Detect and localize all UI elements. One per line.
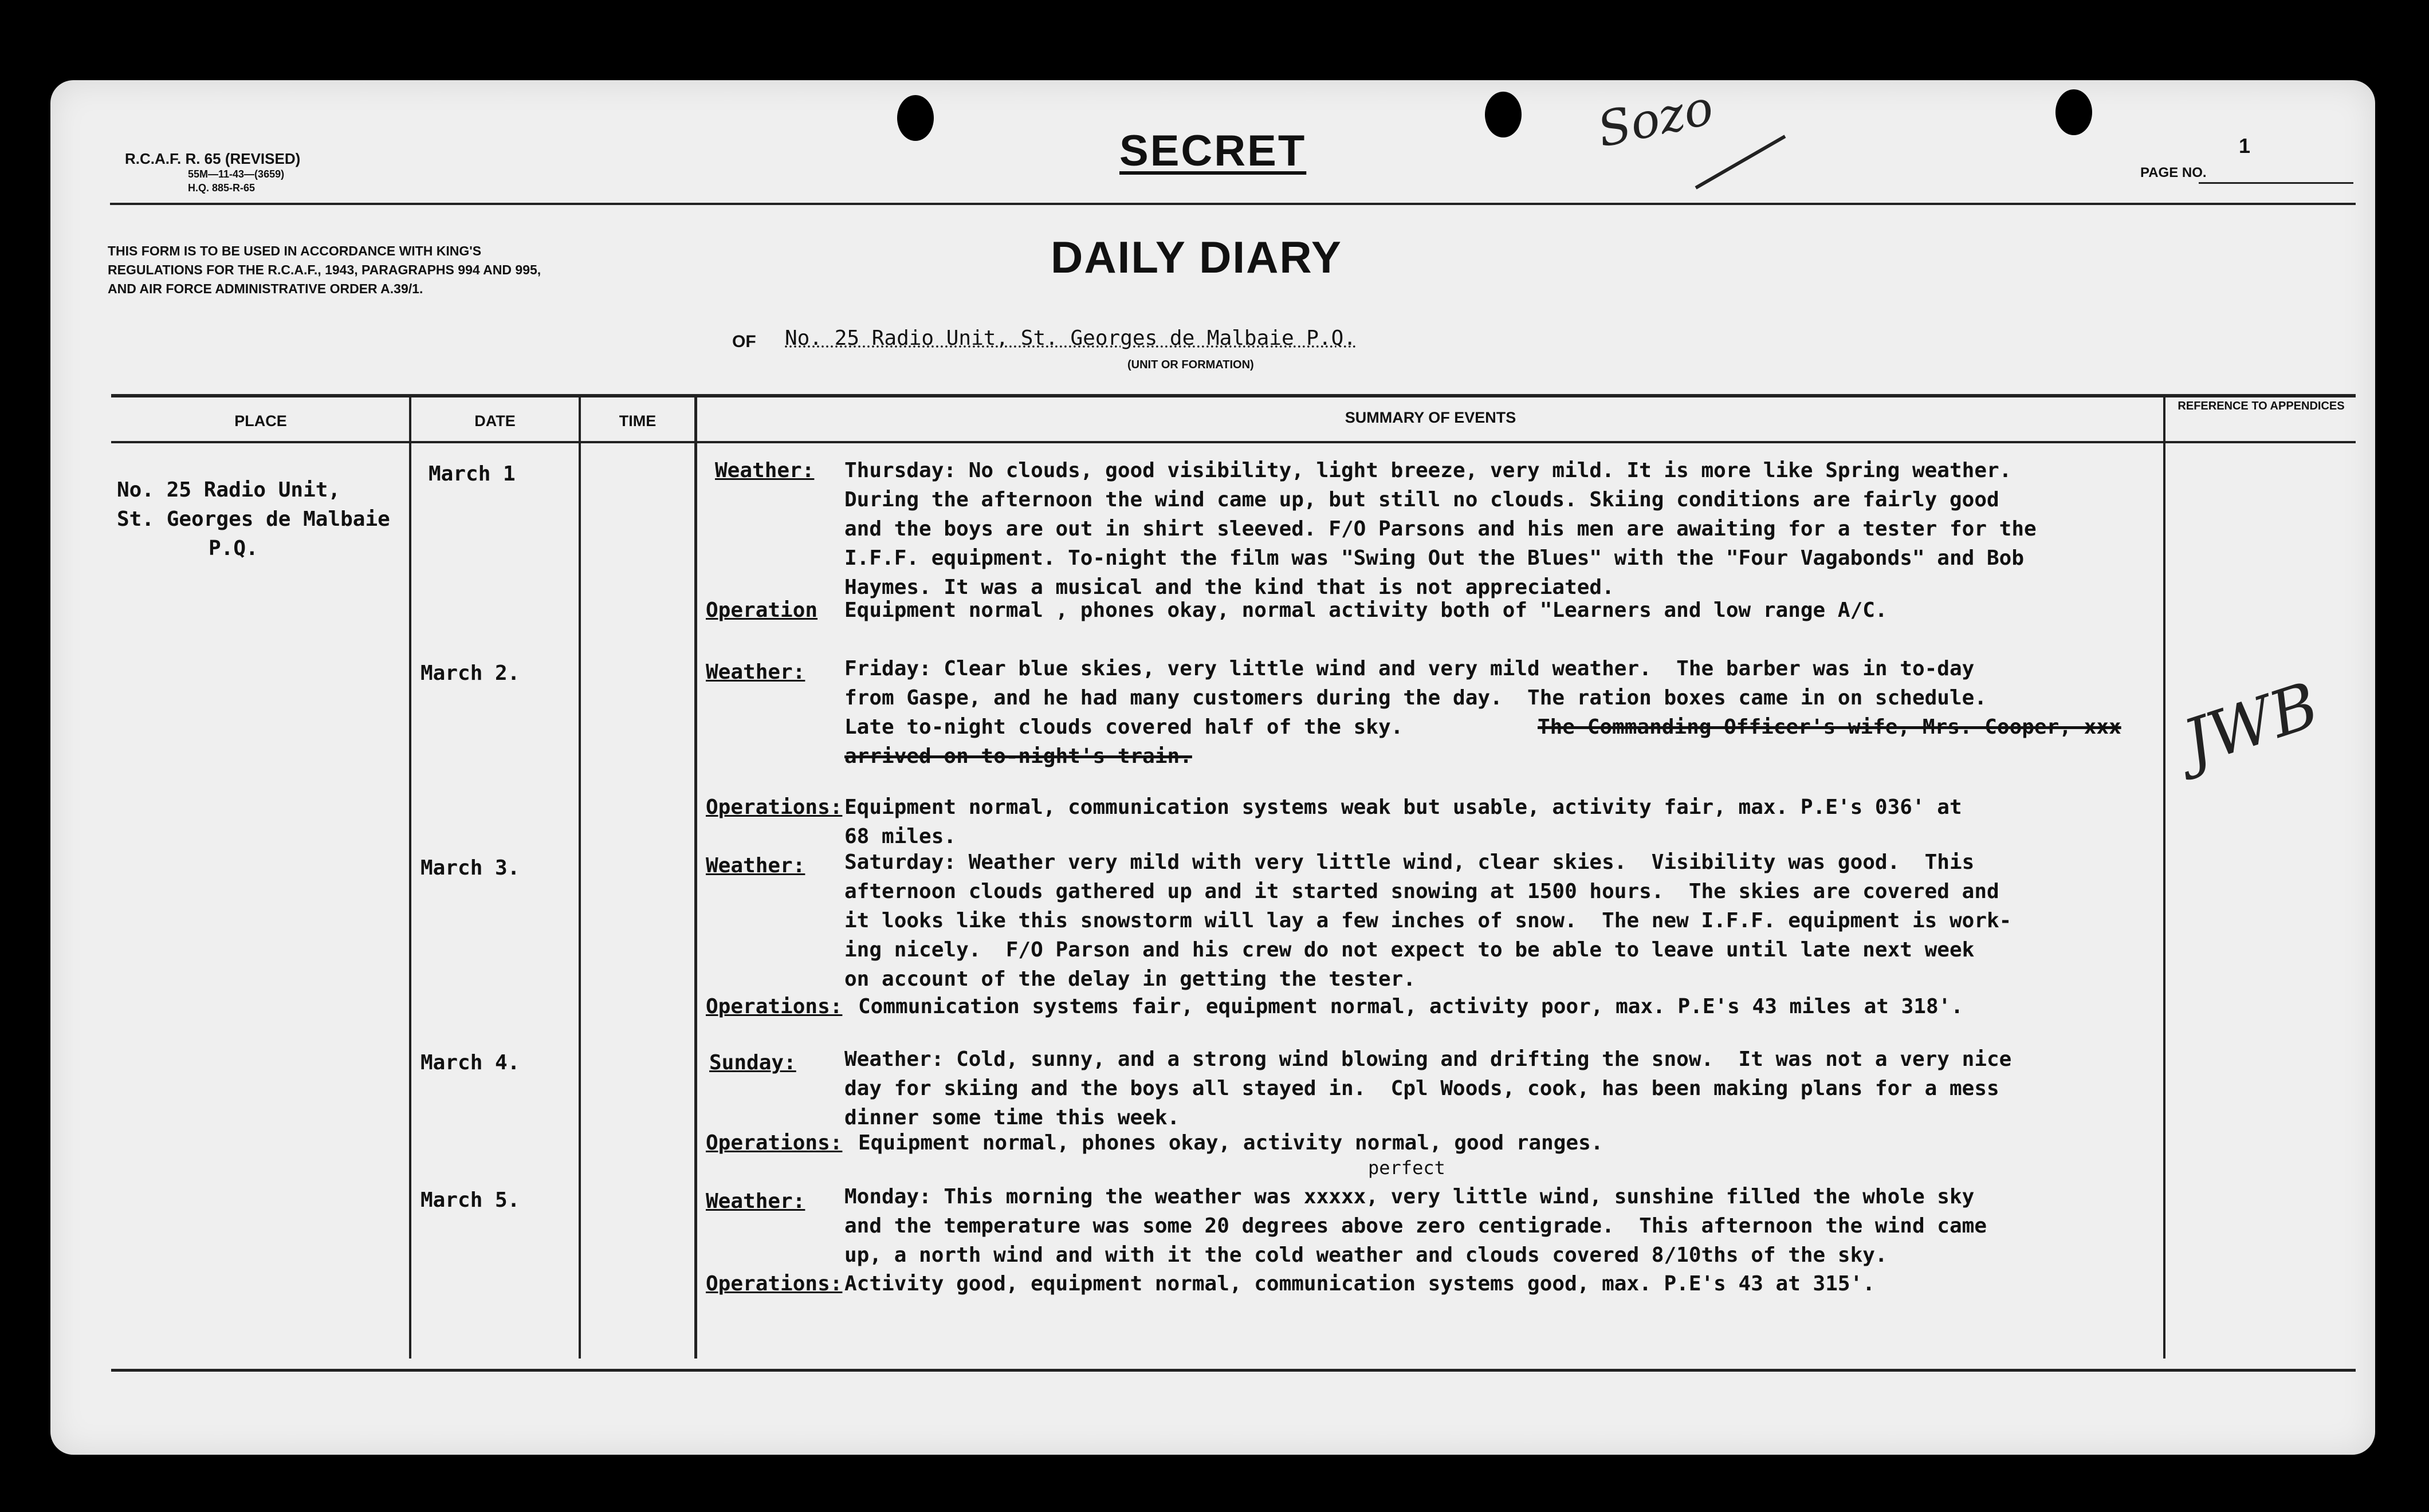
operations-text: Activity good, equipment normal, communication systems good, max. P.E's 43 at 315'.	[844, 1272, 1875, 1296]
operations-label: Operations:	[706, 1131, 843, 1155]
table-bottom-rule	[111, 1369, 2356, 1372]
entry-date: March 2.	[420, 662, 520, 685]
place-line: P.Q.	[209, 537, 258, 560]
form-instructions: THIS FORM IS TO BE USED IN ACCORDANCE WITH KING'S REGULATIONS FOR THE R.C.A.F., 1943, PARAGRAPHS 994 AND 995, AND AIR FORCE ADMINISTRATIVE ORDER A.39/1.	[108, 243, 541, 296]
column-header-date: DATE	[474, 412, 516, 430]
operations-label: Operations:	[706, 995, 843, 1018]
column-divider	[579, 396, 581, 1359]
page-label: PAGE NO.	[2140, 165, 2207, 180]
weather-label: Weather:	[706, 854, 805, 877]
column-header-summary: SUMMARY OF EVENTS	[1345, 409, 1516, 426]
operations-text: Equipment normal, communication systems weak but usable, activity fair, max. P.E's 036' at 68 miles.	[844, 796, 1962, 848]
weather-label: Weather:	[715, 459, 815, 482]
classification-stamp: SECRET	[1119, 127, 1307, 175]
place-line: No. 25 Radio Unit,	[117, 478, 341, 502]
weather-text: Friday: Clear blue skies, very little wind and very mild weather. The barber was in to-day from Gaspe, and he had many customers during the day. The ration boxes came in on schedule. Late to-night clouds covered half of the sky. arrived on to-night's train.	[844, 657, 1987, 768]
place-line: St. Georges de Malbaie	[117, 507, 390, 531]
column-divider	[409, 396, 411, 1359]
day-label: Sunday:	[709, 1051, 796, 1074]
unit-name: No. 25 Radio Unit, St. Georges de Malbaie P.Q.	[785, 326, 1356, 350]
weather-text: Monday: This morning the weather was xxxxx, very little wind, sunshine filled the whole sky and the temperature was some 20 degrees above zero centigrade. This afternoon the wind came up, a north wind and with it the cold weather and clouds covered 8/10ths of the sky.	[844, 1185, 1987, 1267]
weather-text: Thursday: No clouds, good visibility, light breeze, very mild. It is more like Spring weather. During the afternoon the wind came up, but still no clouds. Skiing conditions are fairly good and the boys are out in shirt sleeved. F/O Parsons and his men are awaiting for a tester for the I.F.F. equipment. To-night the film was "Swing Out the Blues" with the "Four Vagabonds" and Bob Haymes. It was a musical and the kind that is not appreciated.	[844, 459, 2037, 599]
operations-label: Operation	[706, 598, 818, 622]
place-cell	[117, 475, 390, 563]
form-code-line3: H.Q. 885-R-65	[188, 182, 256, 194]
page-number: 1	[2239, 134, 2251, 158]
operations-text: Equipment normal , phones okay, normal activity both of "Learners and low range A/C.	[844, 598, 1888, 622]
unit-caption: (UNIT OR FORMATION)	[1127, 359, 1254, 371]
column-header-time: TIME	[619, 412, 657, 430]
operations-label: Operations:	[706, 1272, 843, 1296]
weather-text: Weather: Cold, sunny, and a strong wind blowing and drifting the snow. It was not a very nice day for skiing and the boys all stayed in. Cpl Woods, cook, has been making plans for a mess dinner some time this week.	[844, 1048, 2012, 1129]
entry-date: March 1	[429, 462, 516, 486]
struck-text: The Commanding Officer's wife, Mrs. Cooper, xxx	[1538, 715, 2121, 739]
weather-label: Weather:	[706, 660, 805, 684]
initials-signature: JWB	[2175, 668, 2327, 780]
page-number-rule	[2199, 182, 2353, 184]
operations-text: Equipment normal, phones okay, activity normal, good ranges.	[858, 1131, 1603, 1155]
page-title: DAILY DIARY	[1051, 232, 1342, 282]
table-header-rule	[111, 441, 2356, 443]
of-label: OF	[732, 332, 756, 351]
operations-text: Communication systems fair, equipment normal, activity poor, max. P.E's 43 miles at 318'.	[858, 995, 1963, 1018]
column-divider	[2163, 396, 2165, 1359]
table-top-rule	[111, 394, 2356, 397]
entry-date: March 4.	[420, 1051, 520, 1074]
entry-date: March 3.	[420, 856, 520, 880]
punch-hole	[1485, 92, 1522, 137]
column-header-reference: REFERENCE TO APPENDICES	[2178, 400, 2345, 412]
column-header-place: PLACE	[234, 412, 287, 430]
column-divider	[694, 396, 697, 1359]
entry-date: March 5.	[420, 1188, 520, 1212]
weather-text: Saturday: Weather very mild with very little wind, clear skies. Visibility was good. This afternoon clouds gathered up and it started snowing at 1500 hours. The skies are covered and it looks like this snowstorm will lay a few inches of snow. The new I.F.F. equipment is work- ing nicely. F/O Parson and his crew do not expect to be able to leave until late next week on account of the delay in getting the tester.	[844, 850, 2012, 991]
form-code-line2: 55M—11-43—(3659)	[188, 168, 285, 180]
weather-label: Weather:	[706, 1190, 805, 1213]
inserted-word: perfect	[1368, 1157, 1445, 1179]
operations-label: Operations:	[706, 796, 843, 819]
struck-text: arrived on to-night's train.	[844, 745, 1192, 768]
diary-page	[50, 80, 2375, 1455]
form-code	[125, 150, 300, 195]
header-rule	[110, 203, 2356, 205]
handwritten-mark: Sozo	[1593, 78, 1718, 159]
form-code-line1: R.C.A.F. R. 65 (REVISED)	[125, 150, 301, 167]
punch-hole	[897, 95, 934, 141]
handwritten-stroke	[1695, 135, 1786, 189]
punch-hole	[2055, 89, 2092, 135]
